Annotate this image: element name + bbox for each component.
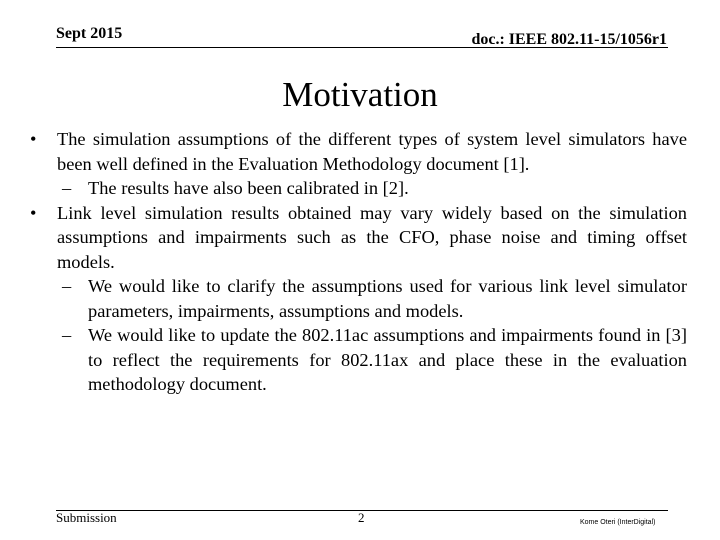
sub-bullet-item xyxy=(26,323,687,397)
slide-title: Motivation xyxy=(282,75,438,114)
dash-marker: – xyxy=(62,178,72,198)
dash-marker: – xyxy=(62,325,72,345)
sub-bullet-text: The results have also been calibrated in [2]. xyxy=(88,178,409,198)
footer-page-number: 2 xyxy=(358,510,365,525)
bullet-item xyxy=(26,127,687,176)
slide-body xyxy=(26,127,687,397)
sub-bullet-text: We would like to update the 802.11ac assumptions and impairments found in [3] to reflect the requirements for 802.11ax and place these in the evaluation methodology document. xyxy=(88,325,687,394)
header-date: Sept 2015 xyxy=(56,25,123,42)
bullet-marker: • xyxy=(30,129,37,149)
footer-author: Kome Oteri (InterDigital) xyxy=(580,519,656,526)
footer-submission: Submission xyxy=(56,510,117,525)
header-divider xyxy=(56,47,668,48)
dash-marker: – xyxy=(62,276,72,296)
bullet-text: The simulation assumptions of the different types of system level simulators have been well defined in the Evaluation Methodology document [1]. xyxy=(57,129,687,174)
sub-bullet-item xyxy=(26,176,687,201)
sub-bullet-text: We would like to clarify the assumptions used for various link level simulator parameters, impairments, assumptions and models. xyxy=(88,276,687,321)
bullet-marker: • xyxy=(30,202,37,223)
bullet-text: Link level simulation results obtained may vary widely based on the simulation assumptions and impairments such as the CFO, phase noise and timing offset models. xyxy=(57,202,687,272)
header-doc-id: doc.: IEEE 802.11-15/1056r1 xyxy=(471,31,667,48)
sub-bullet-item xyxy=(26,274,687,323)
bullet-item xyxy=(26,201,687,275)
